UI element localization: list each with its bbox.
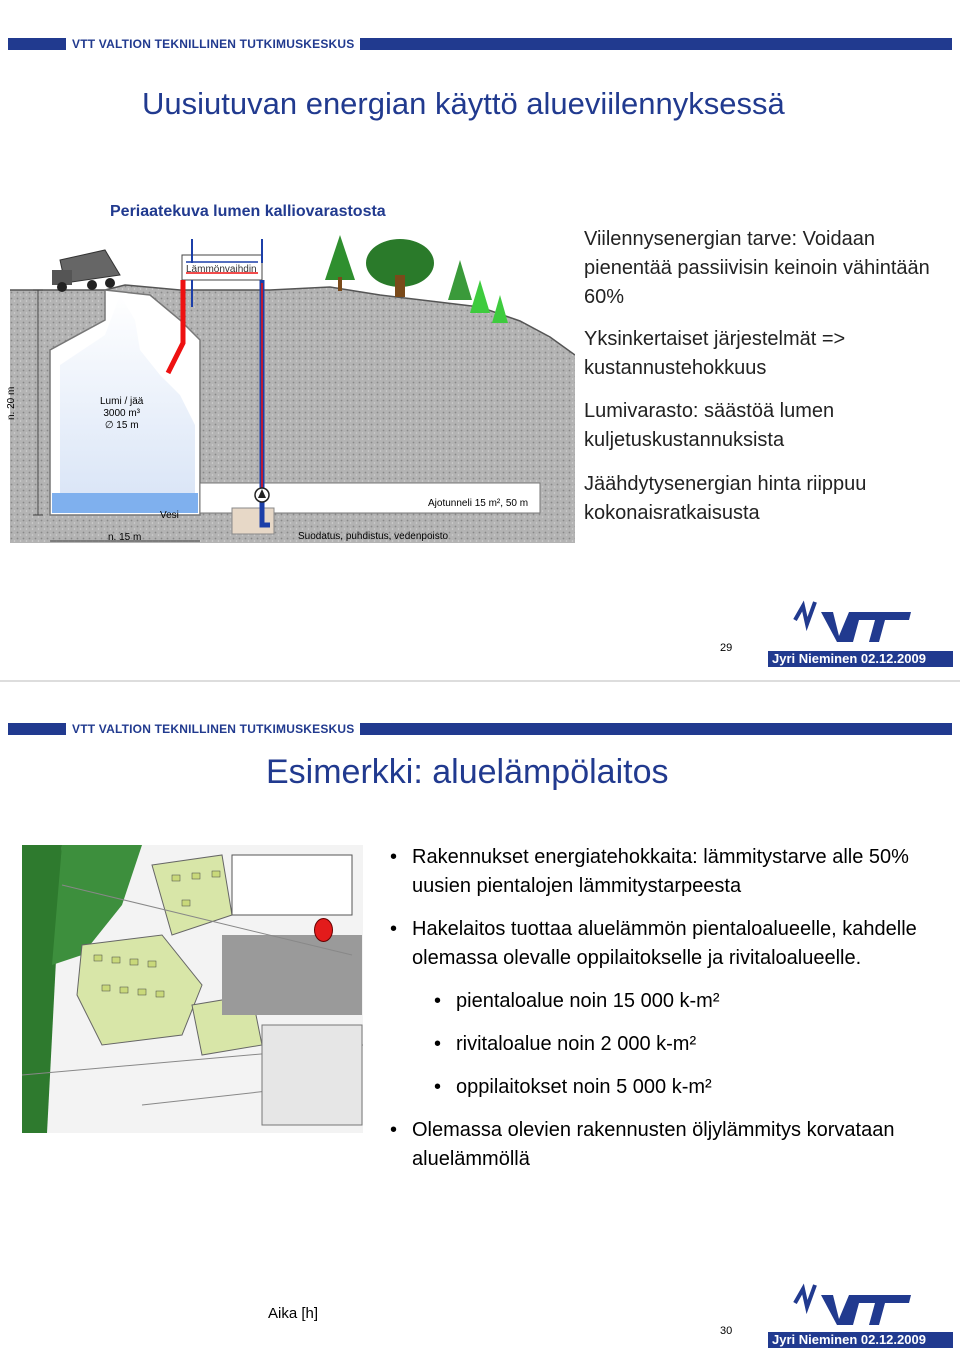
heat-exchanger-label: Lämmönvaihdin [186, 264, 257, 275]
depth-label: n. 20 m [6, 386, 17, 420]
storage-label-line: 3000 m³ [103, 408, 141, 419]
site-plan-map [22, 845, 363, 1133]
slide-divider [0, 680, 960, 682]
bullet-item: • Olemassa olevien rakennusten öljylämmitys korvataan aluelämmöllä [390, 1116, 930, 1174]
point-2: Yksinkertaiset järjestelmät => kustannustehokkuus [584, 328, 846, 379]
slide-29 [0, 0, 960, 680]
storage-label-line: ∅ 15 m [104, 420, 139, 431]
tree-icon [366, 239, 434, 297]
point-1: Viilennysenergian tarve: Voidaan pienentää passiivisin keinoin vähintään 60% [584, 228, 930, 308]
page-number: 30 [720, 1325, 733, 1337]
slide-30 [0, 685, 960, 1367]
vtt-logo [793, 600, 913, 645]
width-label: n. 15 m [108, 532, 142, 543]
slide-title: Uusiutuvan energian käyttö alueviilennyksessä [142, 86, 785, 121]
diagram-title: Periaatekuva lumen kalliovarastosta [110, 203, 386, 220]
storage-label-line: Lumi / jää [100, 396, 144, 407]
filter-label: Suodatus, puhdistus, vedenpoisto [298, 531, 449, 542]
storage-label [100, 396, 143, 432]
header-org-text: VTT VALTION TEKNILLINEN TUTKIMUSKESKUS [66, 35, 360, 53]
point-3: Lumivarasto: säästöä lumen kuljetuskustannuksista [584, 400, 835, 451]
bullet-item: • Rakennukset energiatehokkaita: lämmitystarve alle 50% uusien pientalojen lämmitystarpeesta [390, 843, 930, 901]
aika-label: Aika [h] [268, 1305, 319, 1322]
filter-box [232, 508, 274, 534]
heating-plant-marker [314, 918, 333, 942]
tunnel-label: Ajotunneli 15 m², 50 m [428, 498, 529, 509]
tree-icon [325, 235, 355, 291]
point-4: Jäähdytysenergian hinta riippuu kokonaisratkaisusta [584, 473, 867, 524]
water-label: Vesi [160, 510, 179, 521]
footer-author-date: Jyri Nieminen 02.12.2009 [772, 1332, 926, 1347]
truck-icon [52, 250, 120, 292]
vtt-logo [793, 1283, 913, 1328]
sub-bullet-item: • rivitaloalue noin 2 000 k-m² [390, 1030, 930, 1059]
footer-author-date: Jyri Nieminen 02.12.2009 [772, 651, 926, 666]
bullet-item: • Hakelaitos tuottaa aluelämmön pientaloalueelle, kahdelle olemassa olevalle oppilaitokselle ja rivitaloalueelle. [390, 915, 930, 973]
slide-title: Esimerkki: aluelämpölaitos [266, 753, 669, 791]
sub-bullet-item: • oppilaitokset noin 5 000 k-m² [390, 1073, 930, 1102]
bullet-list [390, 843, 930, 1188]
sub-bullet-item: • pientaloalue noin 15 000 k-m² [390, 987, 930, 1016]
page-number: 29 [720, 642, 733, 654]
header-org-text: VTT VALTION TEKNILLINEN TUTKIMUSKESKUS [66, 720, 360, 738]
